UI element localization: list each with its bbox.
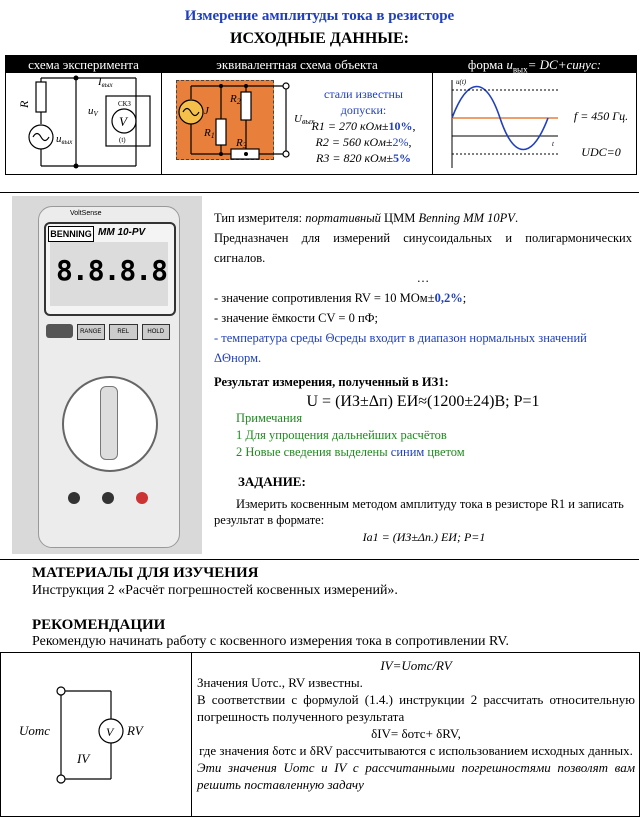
multimeter-photo	[12, 196, 202, 554]
meter-t-label: (t)	[119, 136, 126, 144]
meter-display: 8.8.8.8	[56, 254, 168, 287]
svg-text:t: t	[552, 140, 554, 148]
circuit-u-label: Uотс	[19, 723, 51, 738]
u-v-label: uV	[88, 105, 98, 118]
voltsense-label: VoltSense	[70, 210, 102, 217]
rv-circuit	[19, 679, 181, 799]
task-title: ЗАДАНИЕ:	[238, 474, 306, 489]
section-subtitle: ИСХОДНЫЕ ДАННЫЕ:	[230, 30, 409, 47]
col-header-experiment: схема эксперимента	[6, 56, 161, 73]
meter-v-label: V	[119, 114, 127, 129]
u-out-equiv-label: Uвых	[294, 113, 315, 126]
notes-block: Примечания 1 Для упрощения дальнейших расчётов 2 Новые сведения выделены синим цветом	[236, 411, 465, 459]
circuit-v-label: V	[106, 725, 114, 739]
wave-params: f = 450 Гц. UDC=0	[573, 109, 629, 159]
r3-label: R3	[236, 137, 247, 150]
r-out-label: R	[17, 100, 31, 108]
recommendation-table	[0, 652, 640, 817]
j-source-label: J	[204, 105, 209, 117]
rel-button[interactable]: REL	[109, 324, 138, 340]
recs-text: Рекомендую начинать работу с косвенного измерения тока в сопротивлении RV.	[32, 634, 510, 649]
meter-buttons	[46, 324, 170, 344]
task-formula: Ia1 = (ИЗ±Δп.) ЕИ; P=1	[362, 530, 486, 544]
r2-label: R2	[230, 93, 241, 106]
experiment-schematic	[6, 74, 161, 174]
result-formula: U = (ИЗ±Δп) ЕИ≈(1200±24)В; P=1	[306, 393, 540, 410]
initial-data-table	[5, 55, 637, 175]
page-title: Измерение амплитуды тока в резисторе	[184, 8, 455, 24]
materials-text: Инструкция 2 «Расчёт погрешностей косвенных измерений».	[32, 583, 398, 598]
u-out-label: uвых	[56, 133, 73, 146]
materials-title: МАТЕРИАЛЫ ДЛЯ ИЗУЧЕНИЯ	[32, 565, 259, 581]
circuit-rv-label: RV	[127, 723, 143, 738]
waveform-plot	[438, 76, 563, 172]
recommendation-text: IV=Uотс/RV Значения Uотс., RV известны. В соответствии с формулой (1.4.) инструкции 2 рассчитать относительную погрешность полученного результата δIV= δотс+ δRV, где значения δотс и δRV рассчитываются с использованием исходных данных. Эти значения Uотс и IV с рассчитанными погрешностями позволят вам решить поставленную задачу	[197, 658, 635, 792]
r1-label: R1	[204, 127, 215, 140]
meter-description: Тип измерителя: портативный ЦММ Benning MM 10PV. Предназначен для измерений синусоидальных и полигармонических сигналов. … - значение сопротивления RV = 10 МОм±0,2%; - значение ёмкости CV = 0 пФ; - температура среды Θсреды входит в диапазон нормальных значений ΔΘнорм. Результат измерения, полученный в ИЗ1: U = (ИЗ±Δп) ЕИ≈(1200±24)В; P=1	[214, 211, 632, 410]
i-out-label: Iвых	[98, 76, 113, 89]
meter-brand: BENNING	[48, 226, 94, 242]
col-header-equivalent: эквивалентная схема объекта	[162, 56, 432, 73]
meter-model: MM 10-PV	[98, 227, 146, 238]
hold-button[interactable]: HOLD	[142, 324, 171, 340]
task-text: Измерить косвенным методом амплитуду тока в резисторе R1 и записать результат в формате:	[214, 497, 624, 527]
circuit-i-label: IV	[77, 751, 90, 766]
range-button[interactable]: RANGE	[77, 324, 106, 340]
tolerances-block: стали известны допуски: R1 = 270 кОм±10%, R2 = 560 кОм±2%, R3 = 820 кОм±5%	[311, 87, 416, 165]
svg-text:u(t): u(t)	[456, 78, 467, 86]
recs-title: РЕКОМЕНДАЦИИ	[32, 617, 166, 633]
hfr-button[interactable]	[46, 324, 73, 338]
col-header-waveform: форма $u_{вых}=$ DC+синус:	[433, 56, 636, 73]
meter-rms-label: СКЗ	[118, 100, 131, 108]
